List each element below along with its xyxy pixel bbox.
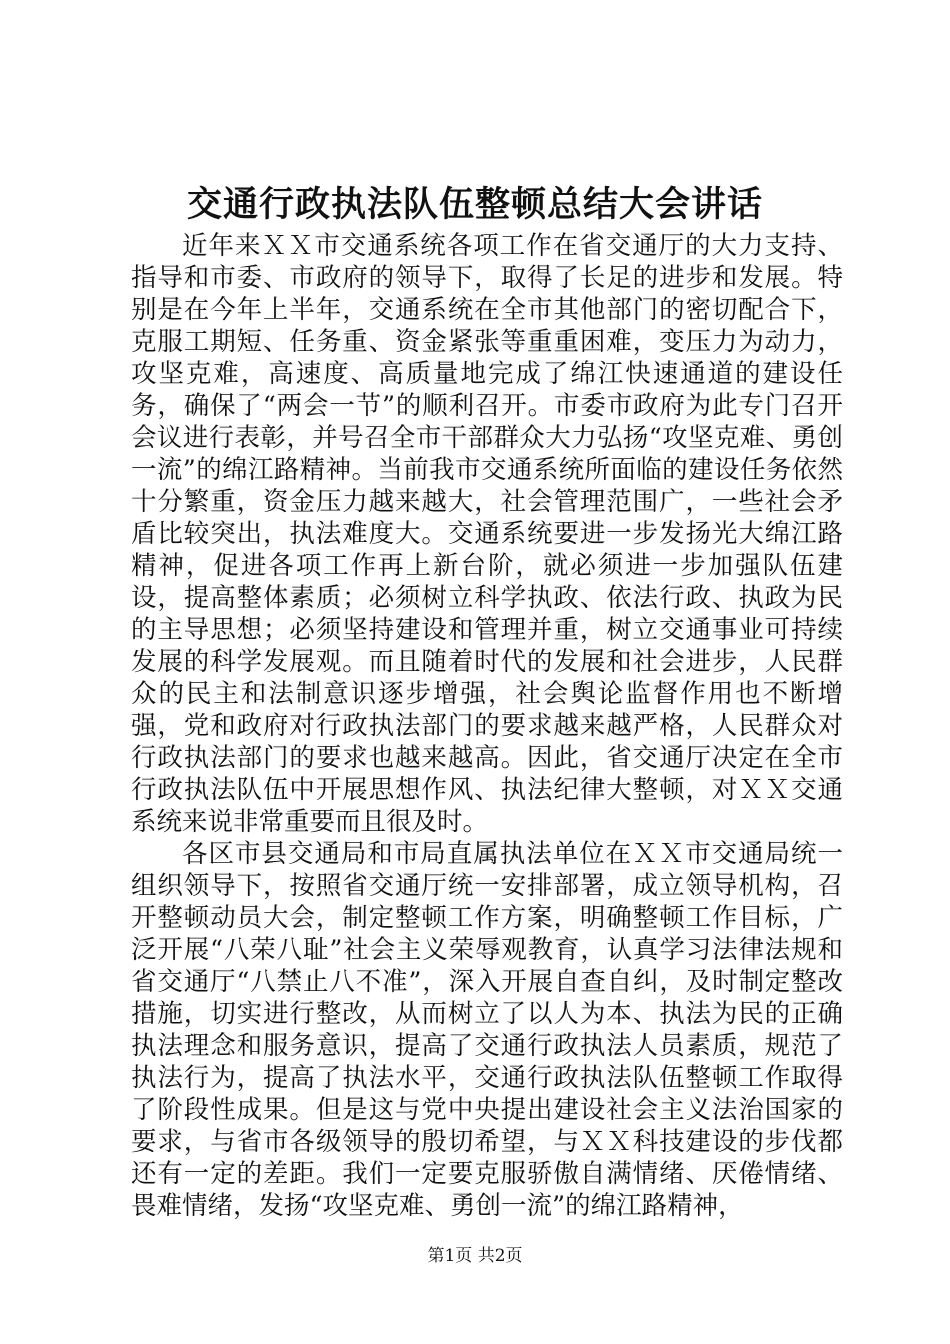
paragraph-2: 各区市县交通局和市局直属执法单位在ＸＸ市交通局统一组织领导下，按照省交通厅统一安排部署，成立领导机构，召开整顿动员大会，制定整顿工作方案，明确整顿工作目标，广泛开展“八荣八耻”社会主义荣辱观教育，认真学习法律法规和省交通厅“八禁止八不准”，深入开展自查自纠，及时制定整改措施，切实进行整改，从而树立了以人为本、执法为民的正确执法理念和服务意识，提高了交通行政执法人员素质，规范了执法行为，提高了执法水平，交通行政执法队伍整顿工作取得了阶段性成果。但是这与党中央提出建设社会主义法治国家的要求，与省市各级领导的殷切希望，与ＸＸ科技建设的步伐都还有一定的差距。我们一定要克服骄傲自满情绪、厌倦情绪、畏难情绪，发扬“攻坚克难、勇创一流”的绵江路精神，: [131, 839, 843, 1221]
paragraph-1: 近年来ＸＸ市交通系统各项工作在省交通厅的大力支持、指导和市委、市政府的领导下，取得了长足的进步和发展。特别是在今年上半年，交通系统在全市其他部门的密切配合下，克服工期短、任务重、资金紧张等重重困难，变压力为动力，攻坚克难，高速度、高质量地完成了绵江快速通道的建设任务，确保了“两会一节”的顺利召开。市委市政府为此专门召开会议进行表彰，并号召全市干部群众大力弘扬“攻坚克难、勇创一流”的绵江路精神。当前我市交通系统所面临的建设任务依然十分繁重，资金压力越来越大，社会管理范围广，一些社会矛盾比较突出，执法难度大。交通系统要进一步发扬光大绵江路精神，促进各项工作再上新台阶，就必须进一步加强队伍建设，提高整体素质；必须树立科学执政、依法行政、执政为民的主导思想；必须坚持建设和管理并重，树立交通事业可持续发展的科学发展观。而且随着时代的发展和社会进步，人民群众的民主和法制意识逐步增强，社会舆论监督作用也不断增强，党和政府对行政执法部门的要求越来越严格，人民群众对行政执法部门的要求也越来越高。因此，省交通厅决定在全市行政执法队伍中开展思想作风、执法纪律大整顿，对ＸＸ交通系统来说非常重要而且很及时。: [131, 231, 843, 837]
document-title: 交通行政执法队伍整顿总结大会讲话: [186, 184, 763, 225]
page-number-footer: 第1页 共2页: [427, 1246, 523, 1266]
document-body: [131, 230, 843, 1222]
